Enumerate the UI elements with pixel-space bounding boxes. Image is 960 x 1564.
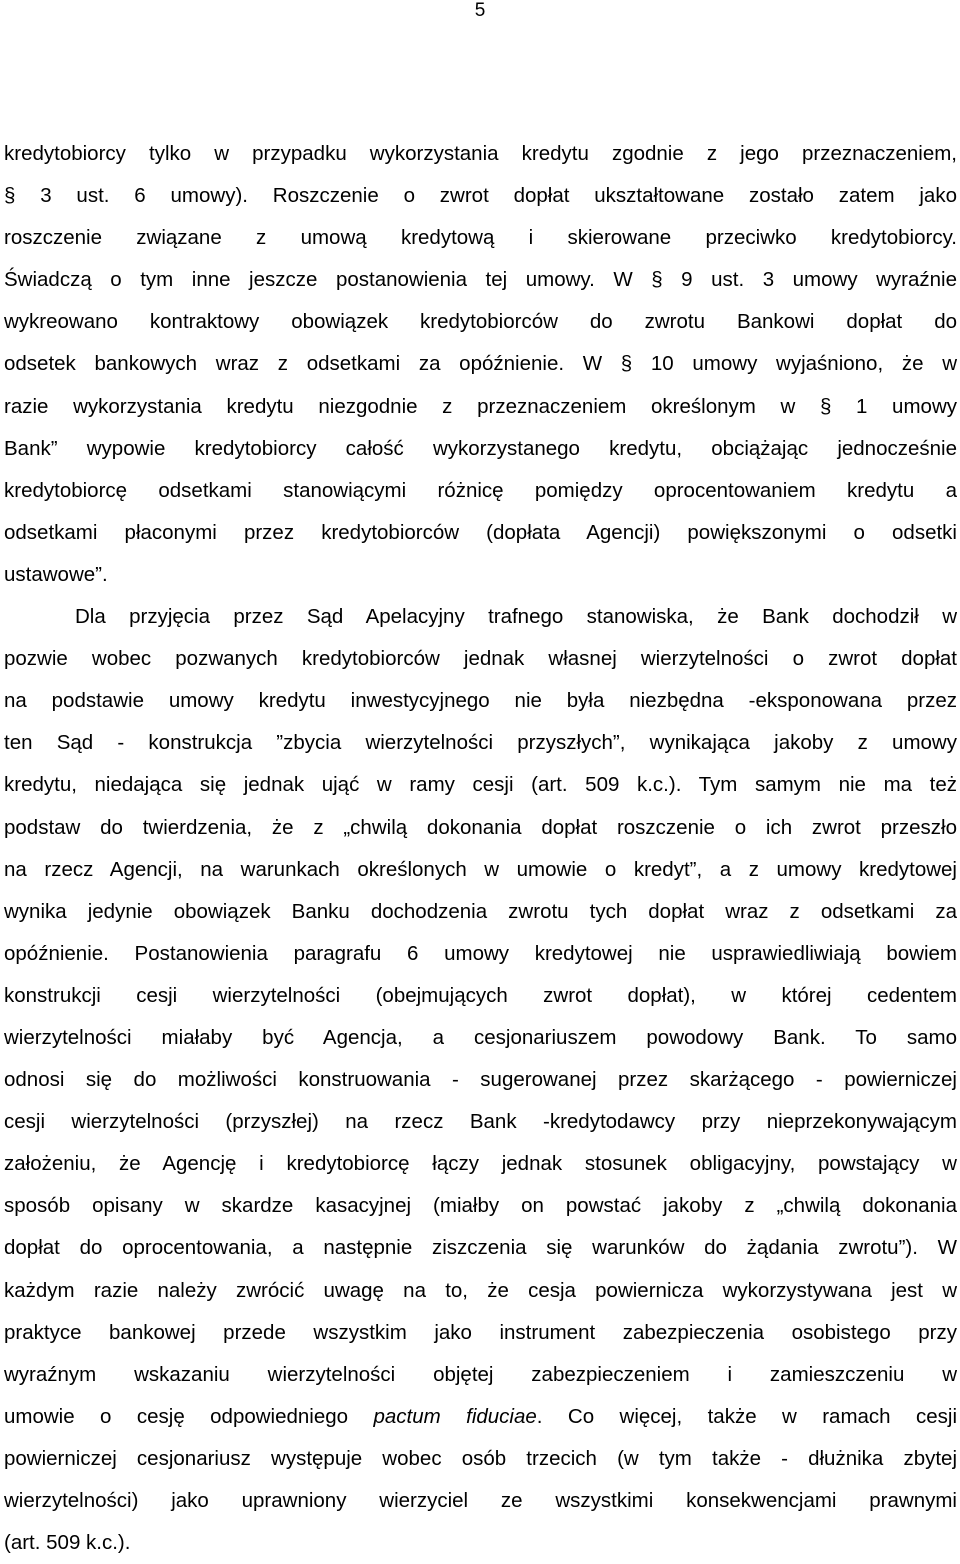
page-number: 5: [474, 0, 486, 21]
text-line: § 3 ust. 6 umowy). Roszczenie o zwrot dopłat ukształtowane zostało zatem jako: [4, 184, 957, 208]
text-line: założeniu, że Agencję i kredytobiorcę łączy jednak stosunek obligacyjny, powstający w: [4, 1152, 957, 1176]
text-line: na rzecz Agencji, na warunkach określonych w umowie o kredyt”, a z umowy kredytowej: [4, 857, 957, 881]
text-line: odsetkami płaconymi przez kredytobiorców (dopłata Agencji) powiększonymi o odsetki: [4, 520, 957, 544]
text-segment: . Co więcej, także w ramach cesji: [536, 1404, 957, 1428]
italic-term: pactum fiduciae: [373, 1404, 537, 1428]
text-line: pozwie wobec pozwanych kredytobiorców jednak własnej wierzytelności o zwrot dopłat: [4, 647, 957, 671]
text-line: ustawowe”.: [4, 562, 108, 586]
text-segment: umowie o cesję odpowiedniego: [4, 1404, 374, 1428]
text-line: kredytu, niedająca się jednak ująć w ramy cesji (art. 509 k.c.). Tym samym nie ma też: [4, 773, 957, 797]
text-line: wynika jedynie obowiązek Banku dochodzenia zwrotu tych dopłat wraz z odsetkami za: [4, 899, 957, 923]
text-line: każdym razie należy zwrócić uwagę na to, że cesja powiernicza wykorzystywana jest w: [4, 1278, 957, 1302]
text-line: konstrukcji cesji wierzytelności (obejmujących zwrot dopłat), w której cedentem: [4, 983, 957, 1007]
text-line: kredytobiorcę odsetkami stanowiącymi różnicę pomiędzy oprocentowaniem kredytu a: [4, 478, 957, 502]
text-line: Dla przyjęcia przez Sąd Apelacyjny trafnego stanowiska, że Bank dochodził w: [75, 605, 957, 629]
text-line: na podstawie umowy kredytu inwestycyjnego nie była niezbędna -eksponowana przez: [4, 689, 957, 713]
text-line: wierzytelności miałaby być Agencja, a cesjonariuszem powodowy Bank. To samo: [4, 1025, 957, 1049]
text-line: powierniczej cesjonariusz występuje wobec osób trzecich (w tym także - dłużnika zbytej: [4, 1446, 957, 1470]
text-line: opóźnienie. Postanowienia paragrafu 6 umowy kredytowej nie usprawiedliwiają bowiem: [4, 941, 957, 965]
text-line: odsetek bankowych wraz z odsetkami za opóźnienie. W § 10 umowy wyjaśniono, że w: [4, 352, 957, 376]
text-line: sposób opisany w skardze kasacyjnej (miałby on powstać jakoby z „chwilą dokonania: [4, 1194, 957, 1218]
text-line: razie wykorzystania kredytu niezgodnie z przeznaczeniem określonym w § 1 umowy: [4, 394, 957, 418]
text-line-with-italic: [4, 1396, 957, 1438]
text-line: roszczenie związane z umową kredytową i skierowane przeciwko kredytobiorcy.: [4, 226, 957, 250]
text-line: kredytobiorcy tylko w przypadku wykorzystania kredytu zgodnie z jego przeznaczeniem,: [4, 142, 957, 165]
text-line: wyraźnym wskazaniu wierzytelności objętej zabezpieczeniem i zamieszczeniu w: [4, 1362, 957, 1386]
text-line: Świadczą o tym inne jeszcze postanowienia tej umowy. W § 9 ust. 3 umowy wyraźnie: [4, 268, 957, 292]
text-line: wierzytelności) jako uprawniony wierzyciel ze wszystkimi konsekwencjami prawnymi: [4, 1489, 957, 1512]
paragraph-2: [4, 596, 957, 1564]
text-line: Bank” wypowie kredytobiorcy całość wykorzystanego kredytu, obciążając jednocześnie: [4, 436, 957, 460]
text-line: ten Sąd - konstrukcja ”zbycia wierzytelności przyszłych”, wynikająca jakoby z umowy: [4, 731, 957, 755]
document-body: [4, 133, 957, 1564]
text-line: podstaw do twierdzenia, że z „chwilą dokonania dopłat roszczenie o ich zwrot przeszło: [4, 815, 957, 839]
text-line: praktyce bankowej przede wszystkim jako instrument zabezpieczenia osobistego przy: [4, 1320, 957, 1344]
paragraph-1: [4, 133, 957, 596]
text-line: (art. 509 k.c.).: [4, 1531, 131, 1555]
text-line: dopłat do oprocentowania, a następnie ziszczenia się warunków do żądania zwrotu”). W: [4, 1236, 957, 1260]
text-line: cesji wierzytelności (przyszłej) na rzecz Bank -kredytodawcy przy nieprzekonywającym: [4, 1110, 957, 1134]
text-line: odnosi się do możliwości konstruowania - sugerowanej przez skarżącego - powierniczej: [4, 1068, 957, 1092]
text-line: wykreowano kontraktowy obowiązek kredytobiorców do zwrotu Bankowi dopłat do: [4, 310, 957, 334]
